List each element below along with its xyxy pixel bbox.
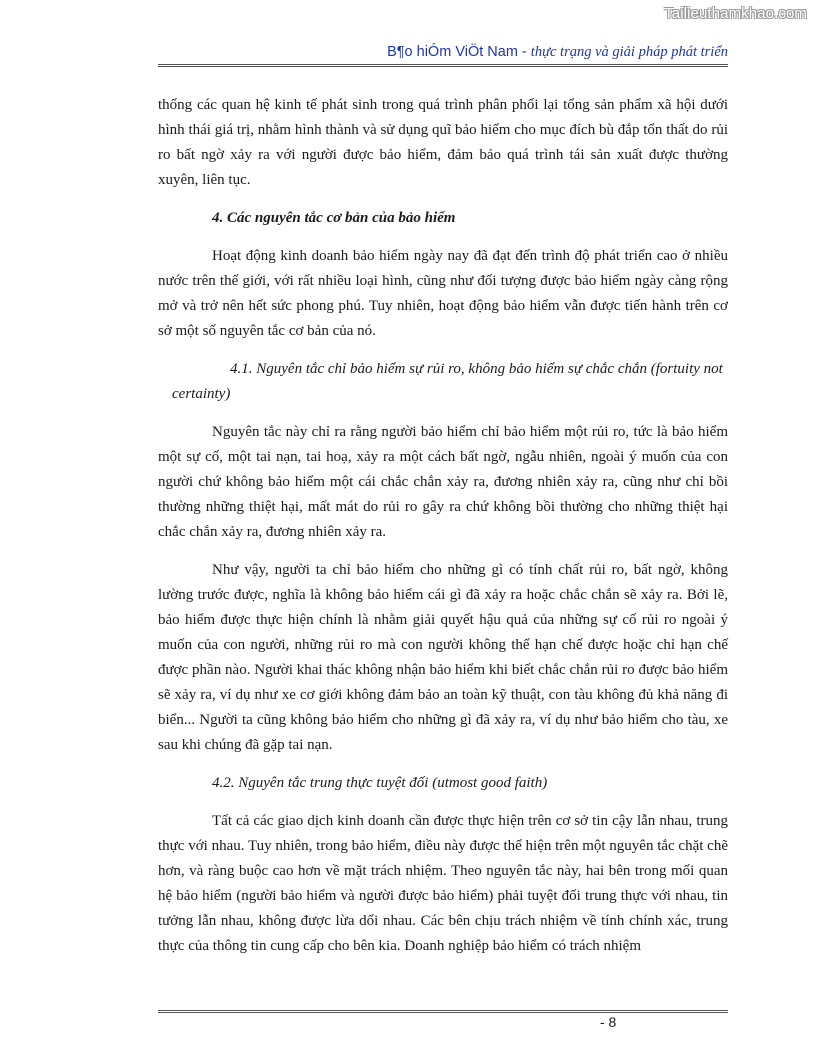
paragraph: Nguyên tắc này chỉ ra rằng người bảo hiểm chỉ bảo hiểm một rủi ro, tức là bảo hiểm một sự cố, một tai nạn, tai hoạ, xảy ra một cách bất ngờ, ngẫu nhiên, ngoài ý muốn của con người chứ không bảo hiểm một cái chắc chắn xảy ra, đương nhiên xảy ra, cũng như chỉ bồi thường những thiệt hại, mất mát do rủi ro gây ra chứ không bồi thường cho những thiệt hại chắc chắn xảy ra, đương nhiên xảy ra. bbox=[158, 424, 728, 540]
watermark: Tailieuthamkhao.com bbox=[664, 5, 807, 22]
paragraph-continuation: thống các quan hệ kinh tế phát sinh trong quá trình phân phối lại tổng sản phẩm xã hội dưới hình thái giá trị, nhằm hình thành và sử dụng quĩ bảo hiểm cho mục đích bù đắp tổn thất do rủi ro bất ngờ xảy ra với người được bảo hiểm, đảm bảo quá trình tái sản xuất được thường xuyên, liên tục. bbox=[158, 97, 728, 188]
paragraph: Hoạt động kinh doanh bảo hiểm ngày nay đã đạt đến trình độ phát triển cao ở nhiều nước trên thế giới, với rất nhiều loại hình, cũng như đối tượng được bảo hiểm ngày càng rộng mở và trở nên hết sức phong phú. Tuy nhiên, hoạt động bảo hiểm vẫn được tiến hành trên cơ sở một số nguyên tắc cơ bản của nó. bbox=[158, 248, 728, 339]
page-body bbox=[158, 93, 728, 972]
running-header bbox=[158, 44, 728, 61]
footer-rule bbox=[158, 1010, 728, 1013]
paragraph: Như vậy, người ta chỉ bảo hiểm cho những gì có tính chất rủi ro, bất ngờ, không lường trước được, nghĩa là không bảo hiểm cái gì đã xảy ra hoặc chắc chắn sẽ xảy ra. Bởi lẽ, bảo hiểm được thực hiện chính là nhằm giải quyết hậu quả của những sự cố rủi ro ngoài ý muốn của con người, những rủi ro mà con người không thể hạn chế được hoặc chỉ hạn chế được phần nào. Người khai thác không nhận bảo hiểm khi biết chắc chắn rủi ro được bảo hiểm sẽ xảy ra, ví dụ như xe cơ giới không đảm bảo an toàn kỹ thuật, con tàu không đủ khả năng đi biển... Người ta cũng không bảo hiểm cho những gì đã xảy ra, ví dụ như bảo hiểm cho tàu, xe sau khi chúng đã gặp tai nạn. bbox=[158, 562, 728, 753]
paragraph: Tất cả các giao dịch kinh doanh cần được thực hiện trên cơ sở tin cậy lẫn nhau, trung thực với nhau. Tuy nhiên, trong bảo hiểm, điều này được thể hiện trên một nguyên tắc chặt chẽ hơn, và ràng buộc cao hơn về mặt trách nhiệm. Theo nguyên tắc này, hai bên trong mối quan hệ bảo hiểm (người bảo hiểm và người được bảo hiểm) phải tuyệt đối trung thực với nhau, tin tưởng lẫn nhau, không được lừa dối nhau. Các bên chịu trách nhiệm về tính chính xác, trung thực của thông tin cung cấp cho bên kia. Doanh nghiệp bảo hiểm có trách nhiệm bbox=[158, 813, 728, 954]
header-title: B¶o hiÓm ViÖt Nam bbox=[387, 44, 518, 60]
section-heading: 4. Các nguyên tắc cơ bản của bảo hiểm bbox=[212, 210, 456, 226]
subsection-heading: 4.1. Nguyên tắc chỉ bảo hiểm sự rủi ro, không bảo hiểm sự chắc chắn (fortuity not certainty) bbox=[172, 361, 723, 402]
header-separator: - bbox=[517, 44, 531, 60]
page-number: - 8 bbox=[600, 1014, 617, 1030]
header-subtitle: thực trạng và giải pháp phát triển bbox=[530, 44, 728, 60]
subsection-heading: 4.2. Nguyên tắc trung thực tuyệt đối (utmost good faith) bbox=[212, 775, 548, 791]
header-rule bbox=[158, 64, 728, 67]
